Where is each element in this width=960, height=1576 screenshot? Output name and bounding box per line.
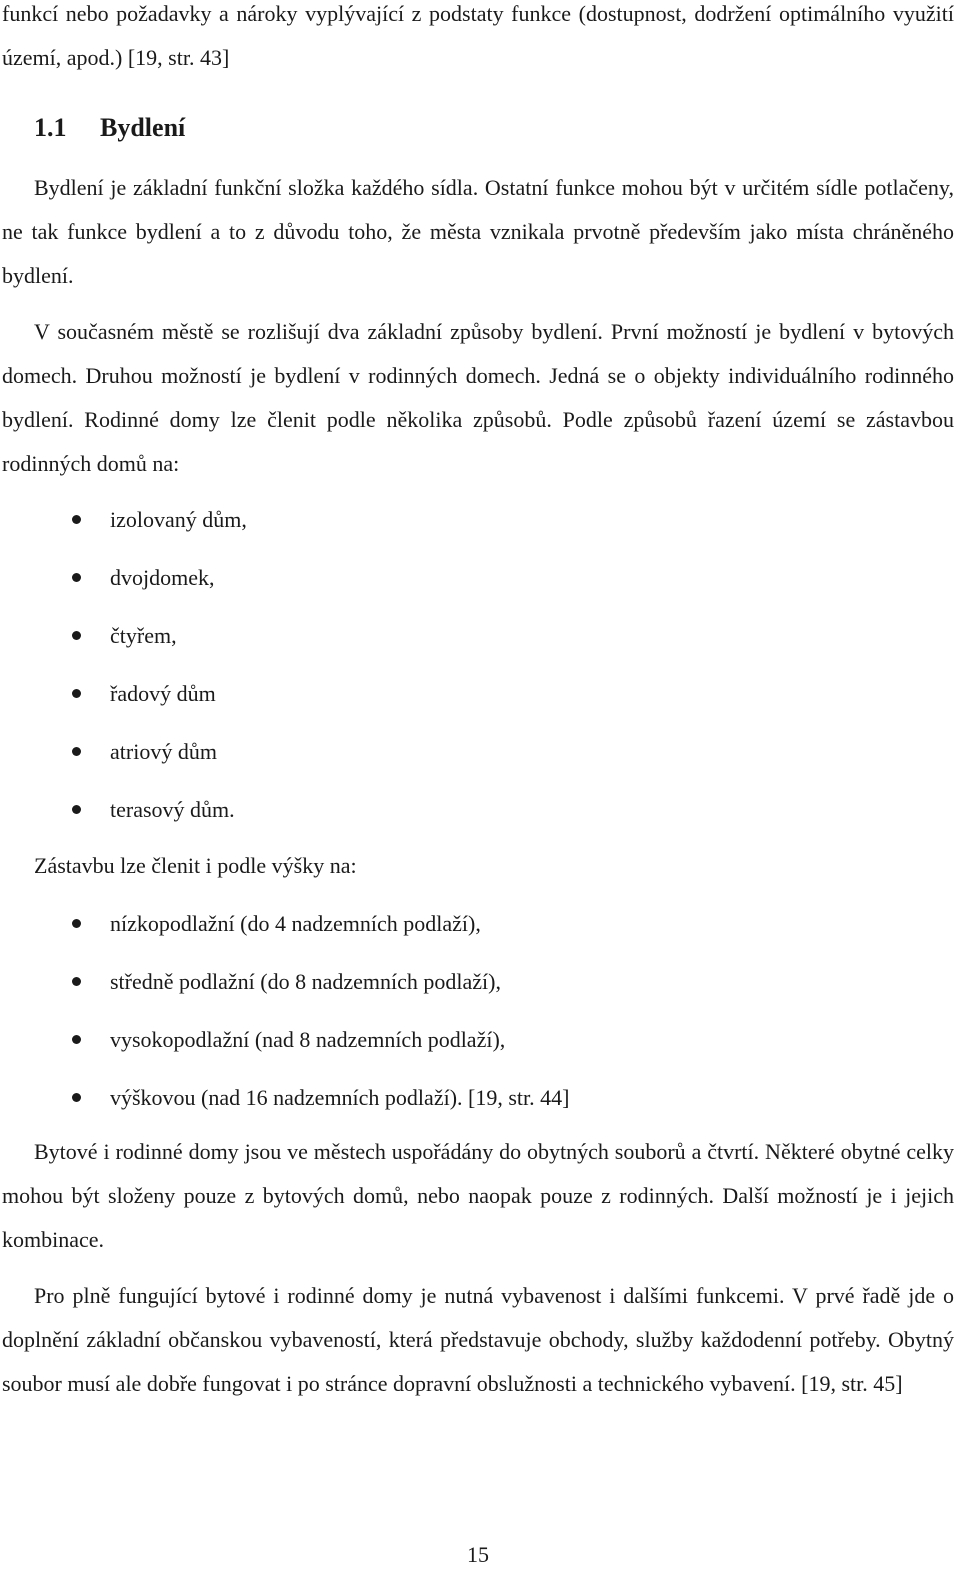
bullet-icon <box>72 1093 81 1102</box>
paragraph-zpusoby-bydleni: V současném městě se rozlišují dva základní způsoby bydlení. První možností je bydlení v bytových domech. Druhou možností je bydlení v rodinných domech. Jedná se o objekty individuálního rodinného bydlení. Rodinné domy lze členit podle několika způsobů. Podle způsobů řazení území se zástavbou rodinných domů na: <box>2 319 954 476</box>
section-number: 1.1 <box>34 113 67 142</box>
bullet-icon <box>72 805 81 814</box>
bullet-icon <box>72 631 81 640</box>
paragraph-obytne-soubory: Bytové i rodinné domy jsou ve městech uspořádány do obytných souborů a čtvrtí. Některé obytné celky mohou být složeny pouze z bytových domů, nebo naopak pouze z rodinných. Další možností je i jejich kombinace. <box>2 1139 954 1252</box>
bullet-icon <box>72 573 81 582</box>
bullet-icon <box>72 1035 81 1044</box>
paragraph-vybavenost: Pro plně fungující bytové i rodinné domy je nutná vybavenost i dalšími funkcemi. V prvé řadě jde o doplnění základní občanskou vybaveností, která představuje obchody, služby každodenní potřeby. Obytný soubor musí ale dobře fungovat i po stránce dopravní obslužnosti a technického vybavení. [19, str. 45] <box>2 1283 954 1396</box>
height-intro: Zástavbu lze členit i podle výšky na: <box>34 853 357 878</box>
document-page: funkcí nebo požadavky a nároky vyplývající z podstaty funkce (dostupnost, dodržení optimálního využití území, apod.) [19, str. 43] 1.1 Bydlení Bydlení je základní funkční složka každého sídla. Ostatní funkce mohou být v určitém sídle potlačeny, ne tak funkce bydlení a to z důvodu toho, že města vznikala prvotně především jako místa chráněného bydlení. V současném městě se rozlišují dva základní způsoby bydlení. První možností je bydlení v bytových domech. Druhou možností je bydlení v rodinných domech. Jedná se o objekty individuálního rodinného bydlení. Rodinné domy lze členit podle několika způsobů. Podle způsobů řazení území se zástavbou rodinných domů na: izolovaný dům, dvojdomek, čtyřem, řadový dům atriový dům terasový dům. Zástavbu lze členit i podle výšky na: nízkopodlažní (do 4 nadzemních podlaží), středně podlažní (do 8 nadzemních podlaží), vysokopodlažní (nad 8 nadzemních podlaží), výškovou (nad 16 nadzemních podlaží). [19, str. 44] Bytové i rodinné domy jsou ve městech uspořádány do obytných souborů a čtvrtí. Některé obytné celky mohou být složeny pouze z bytových domů, nebo naopak pouze z rodinných. Další možností je i jejich kombinace. Pro plně fungující bytové i rodinné domy je nutná vybavenost i dalšími funkcemi. V prvé řadě jde o doplnění základní občanskou vybaveností, která představuje obchody, služby každodenní potřeby. Obytný soubor musí ale dobře fungovat i po stránce dopravní obslužnosti a technického vybavení. [19, str. 45] 15 <box>0 0 960 1576</box>
section-title: Bydlení <box>100 113 186 142</box>
intro-paragraph: funkcí nebo požadavky a nároky vyplývající z podstaty funkce (dostupnost, dodržení optimálního využití území, apod.) [19, str. 43] <box>2 1 954 70</box>
page-number: 15 <box>467 1542 489 1567</box>
bullet-icon <box>72 515 81 524</box>
bullet-icon <box>72 747 81 756</box>
bullet-icon <box>72 689 81 698</box>
paragraph-bydleni: Bydlení je základní funkční složka každého sídla. Ostatní funkce mohou být v určitém sídle potlačeny, ne tak funkce bydlení a to z důvodu toho, že města vznikala prvotně především jako místa chráněného bydlení. <box>2 175 954 288</box>
bullet-icon <box>72 977 81 986</box>
bullet-icon <box>72 919 81 928</box>
section-heading <box>34 108 185 148</box>
